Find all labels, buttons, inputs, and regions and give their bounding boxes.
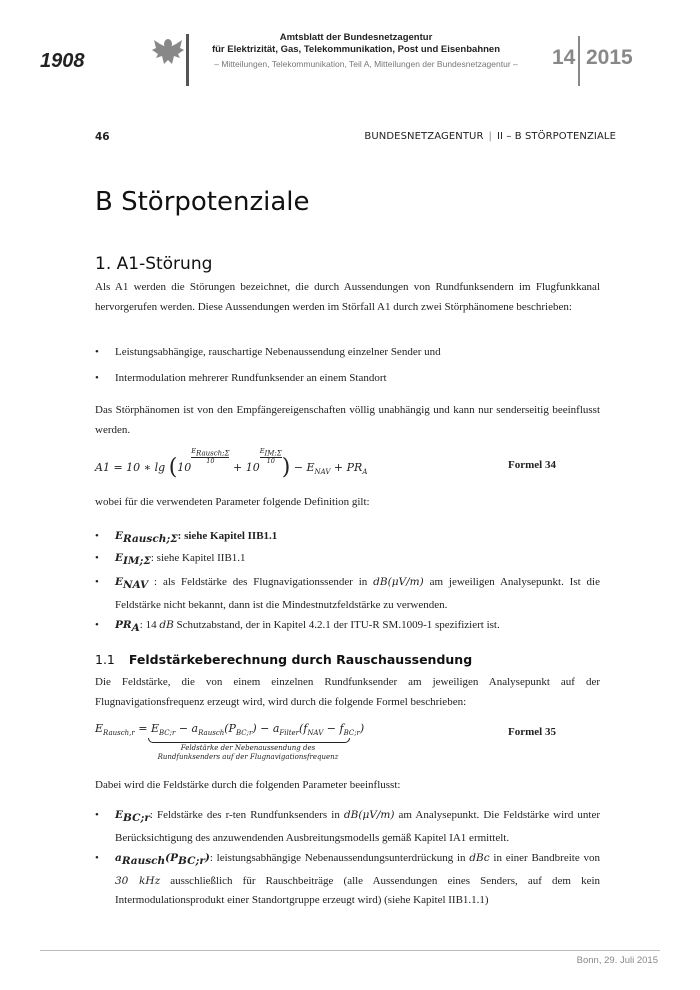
issue-number: 14 [552, 46, 576, 69]
document-page-number: 46 [95, 131, 110, 143]
formula-35-label: Formel 35 [508, 726, 556, 738]
running-header [364, 131, 616, 142]
chapter-heading: B Störpotenziale [95, 187, 310, 217]
header-divider [186, 34, 189, 86]
gazette-page-number: 1908 [40, 50, 85, 72]
paragraph-parameters-intro: Dabei wird die Feldstärke durch die folgenden Parameter beeinflusst: [95, 779, 401, 791]
issue-year: 2015 [586, 46, 633, 69]
paragraph-field-strength: Die Feldstärke, die von einem einzelnen Rundfunksender am jeweiligen Analysepunkt auf der Flugnavigationsfrequenz erzeugt wird, wird durch die folgende Formel beschrieben: [95, 676, 600, 708]
formula-34-label: Formel 34 [508, 459, 556, 471]
list-item: • $a_{Rausch}(P_{BC;r})$: leistungsabhängige Nebenaussendungsunterdrückung in dBc in einer Bandbreite von 30 kHz ausschließlich für Rauschbeiträge (alle Aussendungen eines Senders, auf dem kein Intermodulationsprodukt einer Standortgruppe erzeugt wird) (siehe Kapitel IIB1.1.1) [95, 852, 601, 907]
paragraph-definitions-intro: wobei für die verwendeten Parameter folgende Definition gilt: [95, 496, 370, 508]
running-header-right: II – B STÖRPOTENZIALE [496, 131, 616, 142]
paragraph-intro: Als A1 werden die Störungen bezeichnet, die durch Aussendungen von Rundfunksendern im Flugfunkkanal hervorgerufen werden. Diese Aussendungen werden im Störfall A1 durch zwei Störphänomene beschrieben: [95, 281, 600, 313]
list-item: • $E_{Rausch;\Sigma}$: siehe Kapitel IIB1.1 [95, 530, 278, 546]
list-item: • $E_{IM;\Sigma}$: siehe Kapitel IIB1.1 [95, 552, 246, 568]
list-item: • $E_{BC;r}$: Feldstärke des r-ten Rundfunksenders in dB(μV/m) am Analysepunkt. Die Feldstärke wird unter Berücksichtigung des anzuwendenden Ausbreitungsmodells gemäß Kapitel IA1 ermittelt. [95, 809, 600, 844]
section-heading: 1. A1-Störung [95, 254, 213, 274]
list-item: • $PR_A$: 14 dB Schutzabstand, der in Kapitel 4.2.1 der ITU-R SM.1009-1 spezifiziert ist. [95, 619, 500, 635]
list-item: • $E_{NAV}$ : als Feldstärke des Flugnavigationssender in dB(μV/m) am jeweiligen Analysepunkt. Ist die Feldstärke nicht bekannt, dann ist die Mindestnutzfeldstärke zu verwenden. [95, 576, 600, 611]
footer-divider [40, 950, 660, 951]
formula-35-brace-label: Feldstärke der Nebenaussendung des Rundfunksenders auf der Flugnavigationsfrequenz [157, 744, 339, 761]
formula-35-underbrace [148, 738, 350, 743]
list-item: • Leistungsabhängige, rauschartige Nebenaussendung einzelner Sender und [95, 346, 441, 358]
formula-34: A1 = 10 ∗ lg (10 $E_{Rausch;\Sigma}$ 10 + 10 $E_{IM;\Sigma}$ 10 ) − $E_{NAV} + PR_A$ [95, 446, 368, 480]
gazette-title-line2: für Elektrizität, Gas, Telekommunikation, Post und Eisenbahnen [211, 44, 501, 55]
footer-date: Bonn, 29. Juli 2015 [576, 955, 658, 966]
gazette-title-line1: Amtsblatt der Bundesnetzagentur [279, 32, 433, 43]
formula-35: $E_{Rausch,r} = E_{BC;r} - a_{Rausch}(P_{BC;r}) - a_{Filter}(f_{NAV} - f_{BC;r})$ [95, 722, 365, 738]
issue-divider [578, 36, 580, 86]
running-header-left: BUNDESNETZAGENTUR [364, 131, 484, 142]
gazette-subtitle: – Mitteilungen, Telekommunikation, Teil A, Mitteilungen der Bundesnetzagentur – [214, 59, 518, 69]
eagle-icon [150, 36, 186, 68]
paragraph-phenomenon: Das Störphänomen ist von den Empfängereigenschaften völlig unabhängig und kann nur senderseitig beeinflusst werden. [95, 404, 600, 436]
gazette-title [196, 32, 516, 56]
running-header-separator: | [488, 131, 492, 142]
subsection-heading: 1.1 Feldstärkeberechnung durch Rauschaussendung [95, 652, 473, 667]
list-item: • Intermodulation mehrerer Rundfunksender an einem Standort [95, 372, 387, 384]
